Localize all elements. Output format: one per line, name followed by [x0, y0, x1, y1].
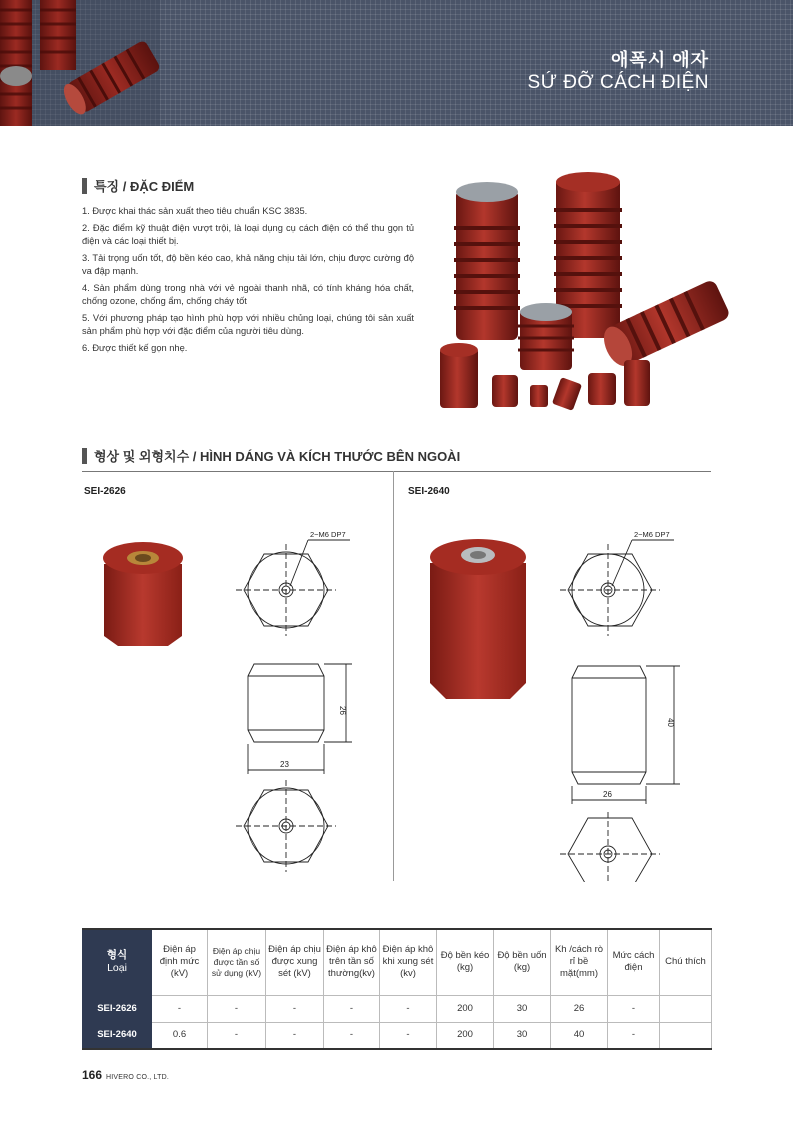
table-cell: -: [266, 1022, 324, 1049]
banner-title-vietnamese: SỨ ĐỠ CÁCH ĐIỆN: [527, 72, 709, 93]
table-header-cell: Chú thích: [660, 929, 712, 995]
table-header-row: [83, 929, 712, 995]
sei2626-width-dimension: 23: [280, 760, 289, 769]
model-label-sei2626: SEI-2626: [84, 486, 126, 497]
table-header-cell: Độ bền kéo (kg): [437, 929, 494, 995]
sei2626-thread-label: 2−M6 DP7: [310, 530, 346, 539]
sei2640-width-dimension: 26: [603, 790, 612, 799]
table-cell: [660, 1022, 712, 1049]
features-heading-text: 특징 / ĐẶC ĐIỂM: [94, 179, 195, 194]
table-cell: 30: [494, 1022, 551, 1049]
table-row-model: SEI-2626: [83, 995, 152, 1022]
table-header-cell: Điện áp khô khi xung sét (kv): [380, 929, 437, 995]
table-header-cell: Điện áp khô trên tần số thường(kv): [324, 929, 380, 995]
sei2626-height-dimension: 26: [338, 706, 347, 715]
table-cell: -: [266, 995, 324, 1022]
table-cell: -: [208, 995, 266, 1022]
shape-heading: [82, 446, 460, 465]
table-cell: 26: [551, 995, 608, 1022]
table-cell: -: [608, 1022, 660, 1049]
features-list: [82, 205, 414, 359]
page-number: 166: [82, 1068, 103, 1082]
table-cell: 200: [437, 1022, 494, 1049]
table-row-model: SEI-2640: [83, 1022, 152, 1049]
section-divider: [82, 471, 711, 472]
spec-table: [82, 928, 712, 1050]
feature-item: 5. Với phương pháp tạo hình phù hợp với nhiều chủng loại, chúng tôi sản xuất sản phẩm phù hợp với đặc điểm của người tiêu dùng.: [82, 313, 414, 337]
sei2640-side-view: [572, 666, 646, 784]
table-header-type: [83, 929, 152, 995]
table-cell: 0.6: [152, 1022, 208, 1049]
feature-item: 2. Đặc điểm kỹ thuật điện vượt trội, là loại dụng cụ cách điện có thể thu gọn tủ điện và các loại thiết bị.: [82, 223, 414, 247]
feature-item: 6. Được thiết kế gọn nhẹ.: [82, 343, 188, 354]
sei2640-thread-label: 2−M6 DP7: [634, 530, 670, 539]
header-banner: [0, 0, 793, 126]
sei2626-photo: [98, 536, 188, 648]
table-cell: -: [324, 995, 380, 1022]
feature-item: 3. Tải trọng uốn tốt, độ bền kéo cao, khả năng chịu tải lớn, chịu được cường độ va đập mạnh.: [82, 253, 414, 277]
model-column-divider: [393, 471, 394, 881]
sei2626-technical-drawing: [236, 530, 366, 882]
features-heading: [82, 176, 194, 195]
table-cell: 30: [494, 995, 551, 1022]
table-row: [83, 1022, 712, 1049]
banner-title-korean: 애폭시 애자: [611, 50, 709, 70]
table-cell: 200: [437, 995, 494, 1022]
sei2640-height-dimension: 40: [666, 718, 675, 727]
table-header-cell: Điện áp chịu được tần số sử dụng (kV): [208, 929, 266, 995]
table-cell: -: [324, 1022, 380, 1049]
company-name: HIVERO CO., LTD.: [106, 1074, 169, 1081]
product-group-image: [432, 170, 737, 420]
table-header-cell: Điện áp định mức (kV): [152, 929, 208, 995]
table-cell: -: [380, 995, 437, 1022]
page-footer: [82, 1068, 169, 1082]
table-cell: -: [380, 1022, 437, 1049]
table-header-type-ko: 형식: [106, 949, 128, 962]
feature-item: 1. Được khai thác sản xuất theo tiêu chuẩn KSC 3835.: [82, 206, 308, 216]
table-cell: -: [208, 1022, 266, 1049]
shape-heading-text: 형상 및 외형치수 / HÌNH DÁNG VÀ KÍCH THƯỚC BÊN NGOÀI: [94, 449, 461, 464]
heading-bar: [82, 448, 87, 464]
table-header-cell: Điện áp chịu được xung sét (kV): [266, 929, 324, 995]
table-cell: -: [608, 995, 660, 1022]
table-header-type-vi: Loại: [107, 962, 127, 975]
table-cell: [660, 995, 712, 1022]
table-header-cell: Kh /cách rò rỉ bề mặt(mm): [551, 929, 608, 995]
table-cell: -: [152, 995, 208, 1022]
table-row: [83, 995, 712, 1022]
heading-bar: [82, 178, 87, 194]
table-header-cell: Độ bền uốn (kg): [494, 929, 551, 995]
table-header-cell: Mức cách điện: [608, 929, 660, 995]
model-label-sei2640: SEI-2640: [408, 486, 450, 497]
sei2640-photo: [424, 533, 532, 705]
feature-item: 4. Sản phẩm dùng trong nhà với vẻ ngoài thanh nhã, có tính kháng hóa chất, chống ozone, chống ẩm, chống cháy tốt: [82, 283, 414, 307]
banner-insulator-image: [0, 0, 160, 126]
sei2640-technical-drawing: [560, 530, 690, 882]
table-cell: 40: [551, 1022, 608, 1049]
